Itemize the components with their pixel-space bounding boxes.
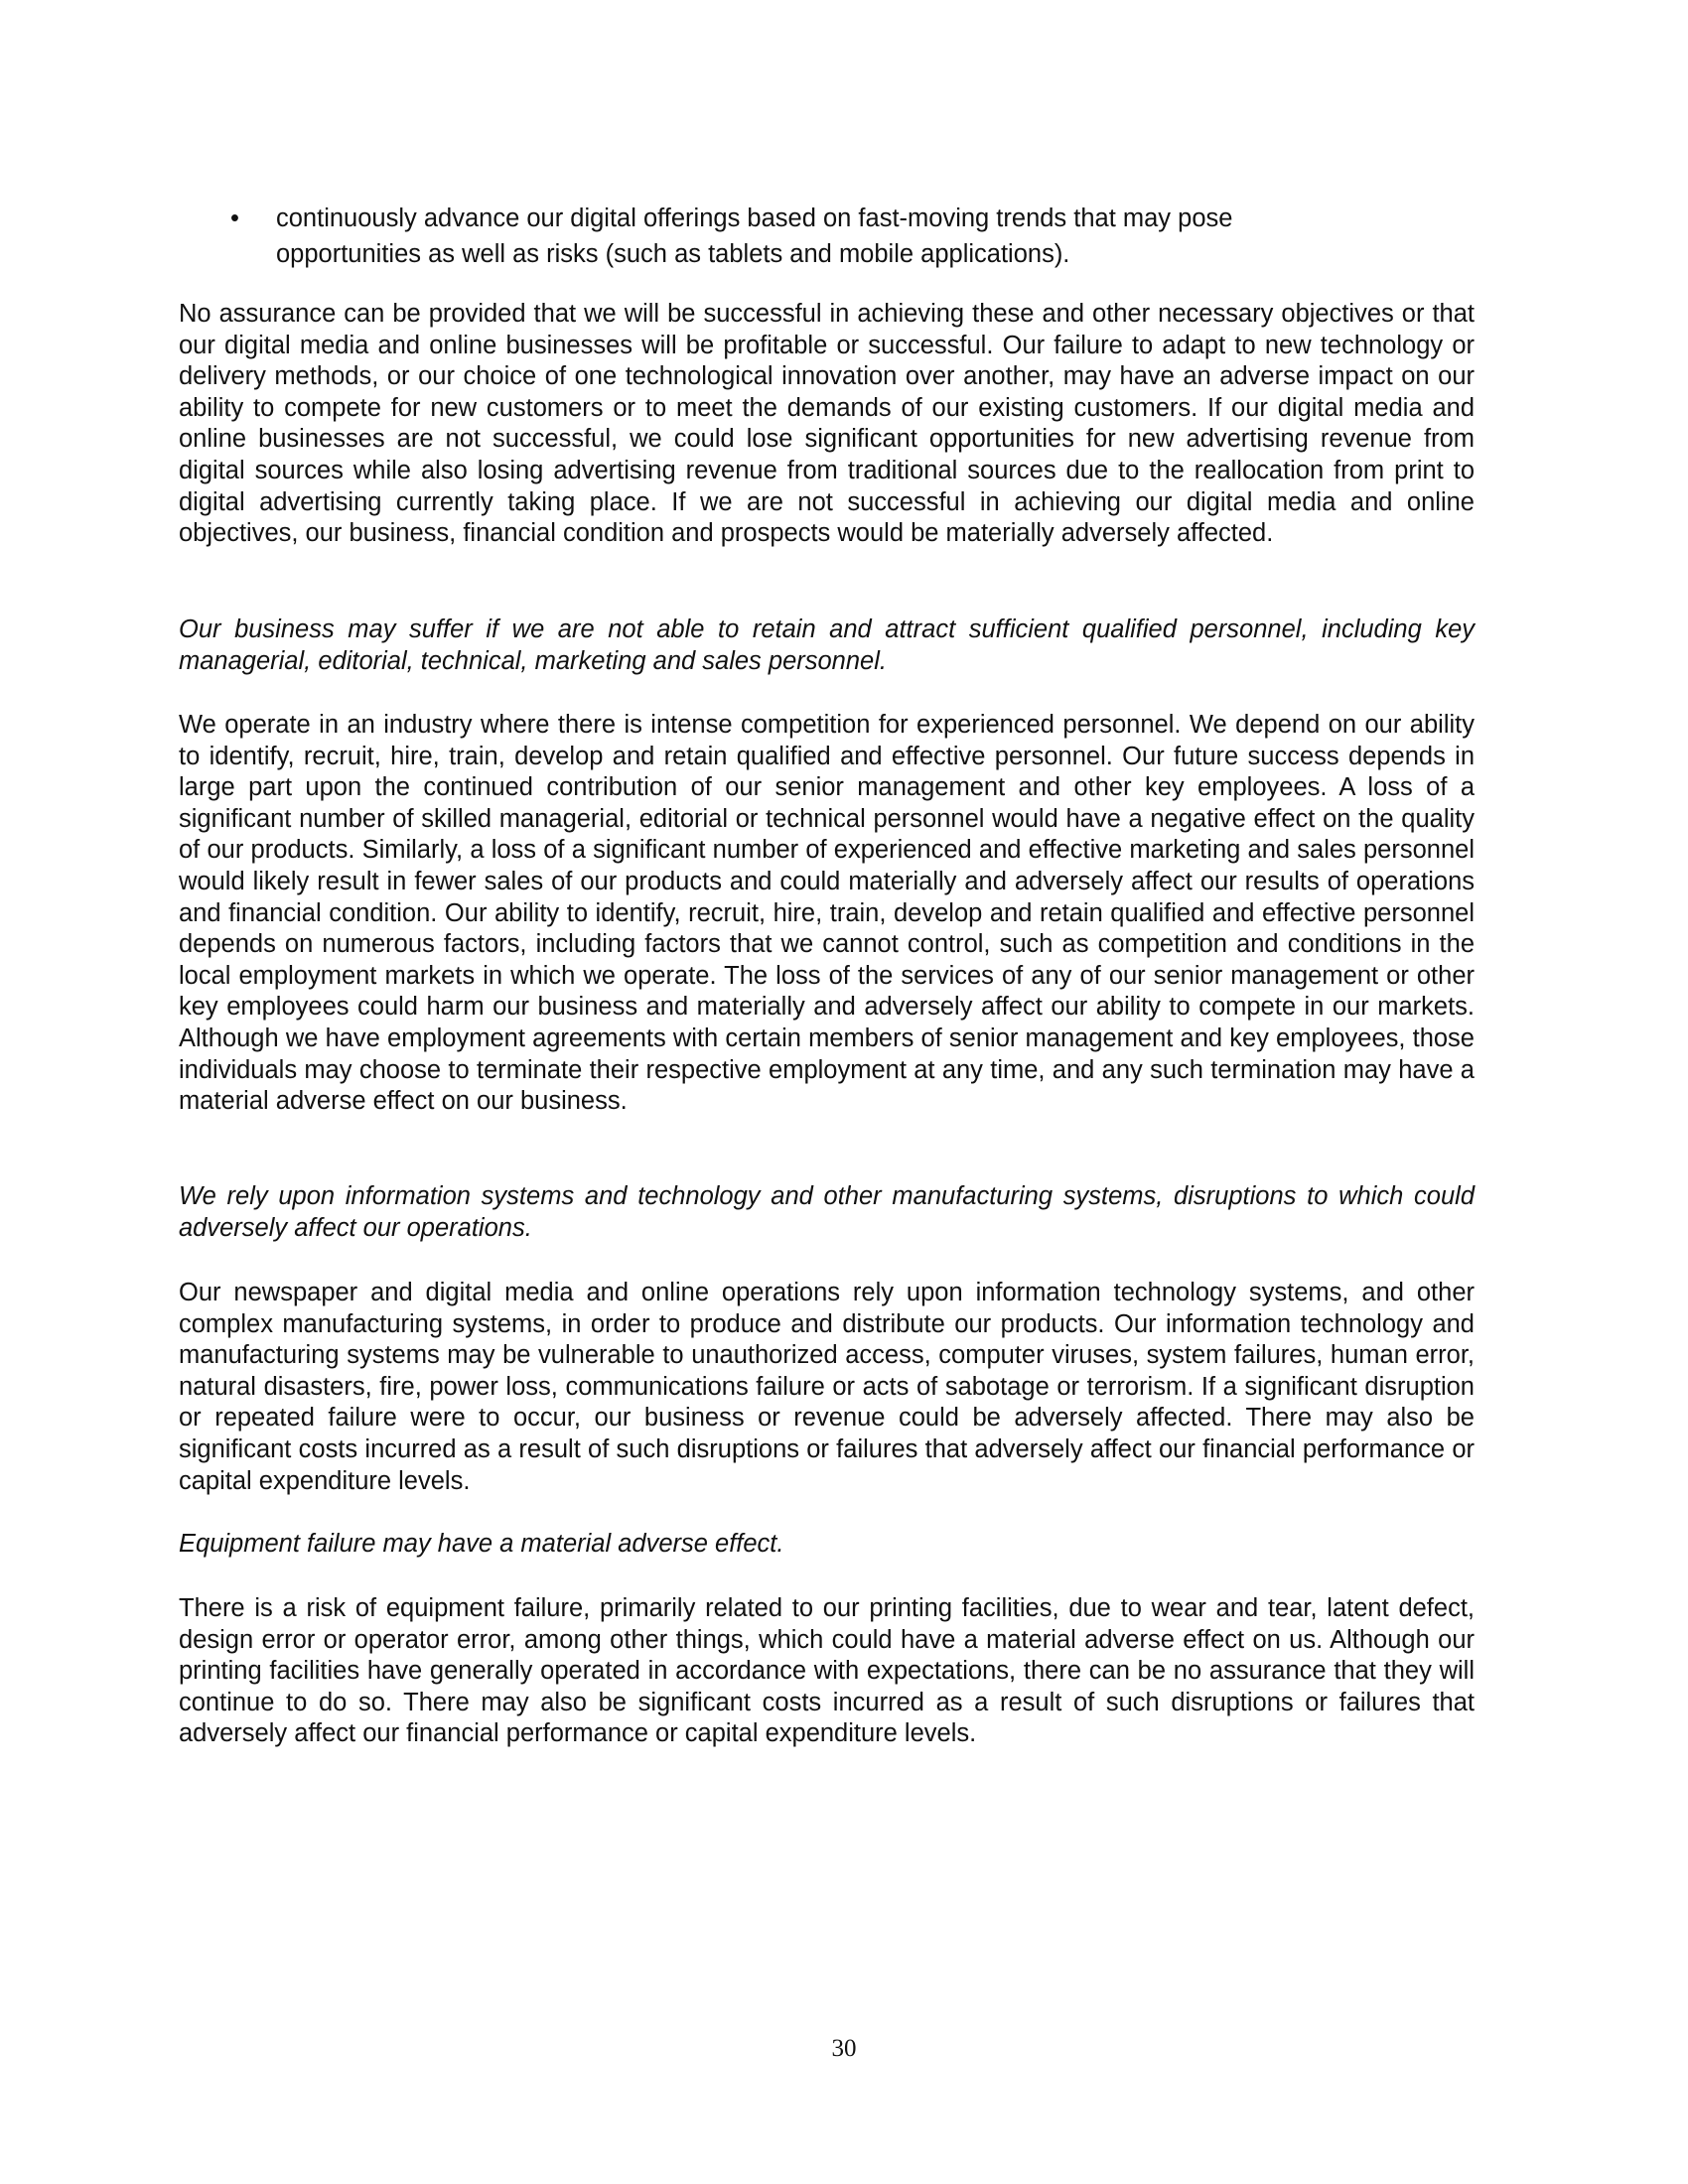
bullet-icon: • xyxy=(230,205,239,232)
heading-personnel-risk: Our business may suffer if we are not able to retain and attract sufficient qualified personnel, including key managerial, editorial, technical, marketing and sales personnel. xyxy=(179,615,1475,675)
heading-information-systems-risk: We rely upon information systems and technology and other manufacturing systems, disruptions to which could adversely affect our operations. xyxy=(179,1182,1475,1242)
bullet-item xyxy=(230,201,1378,272)
heading-equipment-failure-risk: Equipment failure may have a material adverse effect. xyxy=(179,1530,784,1558)
paragraph-digital-objectives: No assurance can be provided that we will be successful in achieving these and other necessary objectives or that our digital media and online businesses will be profitable or successful. Our failure to adapt to new technology or delivery methods, or our choice of one technological innovation over another, may have an adverse impact on our ability to compete for new customers or to meet the demands of our existing customers. If our digital media and online businesses are not successful, we could lose significant opportunities for new advertising revenue from digital sources while also losing advertising revenue from traditional sources due to the reallocation from print to digital advertising currently taking place. If we are not successful in achieving our digital media and online objectives, our business, financial condition and prospects would be materially adversely affected. xyxy=(179,300,1475,548)
bullet-text: continuously advance our digital offerings based on fast-moving trends that may pose opportunities as well as risks (such as tablets and mobile applications). xyxy=(276,205,1233,268)
paragraph-personnel: We operate in an industry where there is intense competition for experienced personnel. We depend on our ability to identify, recruit, hire, train, develop and retain qualified and effective personnel. Our future success depends in large part upon the continued contribution of our senior management and other key employees. A loss of a significant number of skilled managerial, editorial or technical personnel would have a negative effect on the quality of our products. Similarly, a loss of a significant number of experienced and effective marketing and sales personnel would likely result in fewer sales of our products and could materially and adversely affect our results of operations and financial condition. Our ability to identify, recruit, hire, train, develop and retain qualified and effective personnel depends on numerous factors, including factors that we cannot control, such as competition and conditions in the local employment markets in which we operate. The loss of the services of any of our senior management or other key employees could harm our business and materially and adversely affect our ability to compete in our markets. Although we have employment agreements with certain members of senior management and key employees, those individuals may choose to terminate their respective employment at any time, and any such termination may have a material adverse effect on our business. xyxy=(179,711,1475,1116)
paragraph-equipment-failure: There is a risk of equipment failure, primarily related to our printing facilities, due to wear and tear, latent defect, design error or operator error, among other things, which could have a material adverse effect on us. Although our printing facilities have generally operated in accordance with expectations, there can be no assurance that they will continue to do so. There may also be significant costs incurred as a result of such disruptions or failures that adversely affect our financial performance or capital expenditure levels. xyxy=(179,1594,1475,1748)
page-number: 30 xyxy=(831,2035,857,2062)
paragraph-information-systems: Our newspaper and digital media and online operations rely upon information technology systems, and other complex manufacturing systems, in order to produce and distribute our products. Our information technology and manufacturing systems may be vulnerable to unauthorized access, computer viruses, system failures, human error, natural disasters, fire, power loss, communications failure or acts of sabotage or terrorism. If a significant disruption or repeated failure were to occur, our business or revenue could be adversely affected. There may also be significant costs incurred as a result of such disruptions or failures that adversely affect our financial performance or capital expenditure levels. xyxy=(179,1279,1475,1495)
